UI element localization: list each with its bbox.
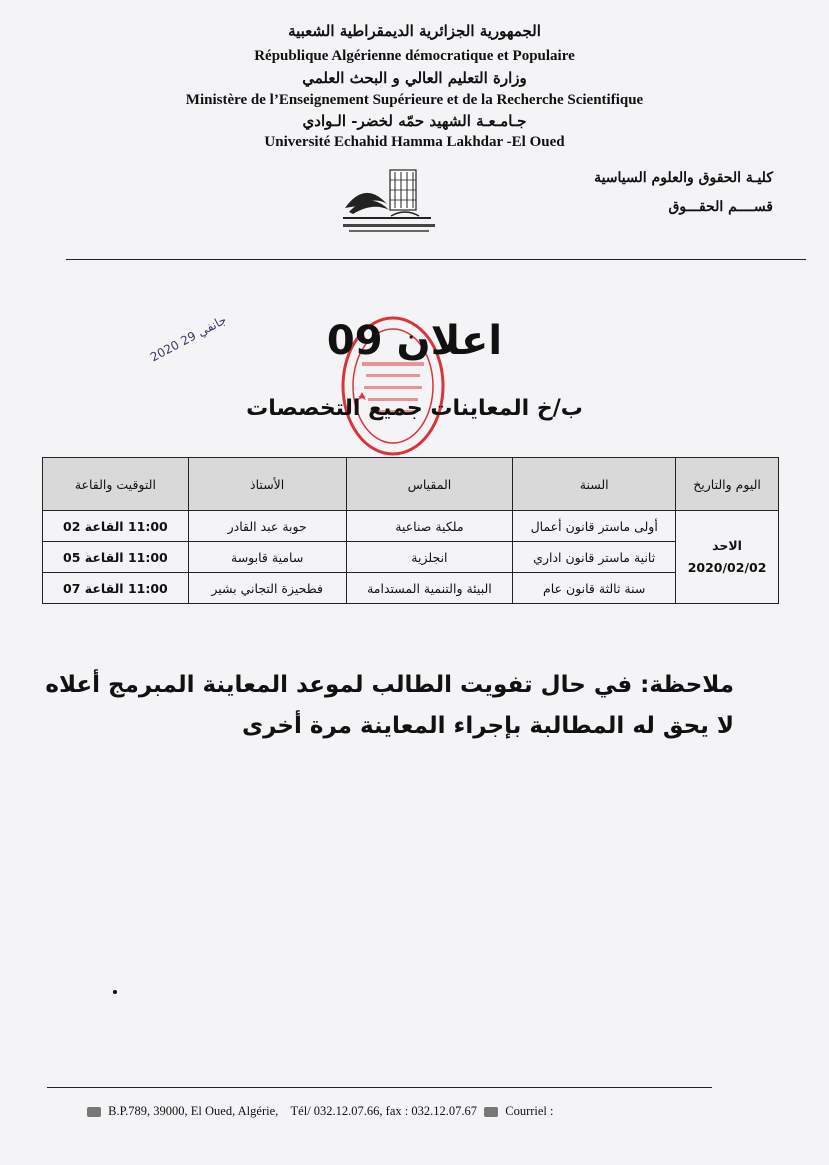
table-row [43, 542, 779, 573]
footer-phone-fax: Tél/ 032.12.07.66, fax : 032.12.07.67 [290, 1104, 477, 1118]
module-cell: ملكية صناعية [346, 511, 513, 542]
faculty-name: كليـة الحقوق والعلوم السياسية [594, 170, 773, 186]
col-header-module: المقياس [346, 458, 513, 511]
note-paragraph: ملاحظة: في حال تفويت الطالب لموعد المعاينة المبرمج أعلاه لا يحق له المطالبة بإجراء المعاينة مرة أخرى [45, 672, 734, 739]
col-header-date: اليوم والتاريخ [676, 458, 779, 511]
col-header-professor: الأستاذ [188, 458, 346, 511]
handwritten-date: 2020 جانفي 29 [148, 312, 229, 365]
email-icon [484, 1107, 498, 1117]
table-header-row [43, 458, 779, 511]
table-row [43, 573, 779, 604]
header-ministry-ar: وزارة التعليم العالي و البحث العلمي [302, 69, 527, 87]
date-label: 2020/02/02 [687, 560, 767, 575]
footer-email-label: Courriel : [505, 1104, 554, 1118]
header-ministry-fr: Ministère de l’Enseignement Supérieure et de la Recherche Scientifique [185, 92, 644, 108]
stray-dot [113, 990, 117, 994]
header-republic-fr: République Algérienne démocratique et Populaire [254, 48, 575, 64]
col-header-time-room: التوقيت والقاعة [43, 458, 189, 511]
header-divider [66, 259, 806, 260]
header-university-fr: Université Echahid Hamma Lakhdar -El Oued [264, 134, 565, 150]
university-logo [335, 160, 445, 240]
professor-cell: حوبة عبد القادر [188, 511, 346, 542]
year-cell: أولى ماستر قانون أعمال [513, 511, 676, 542]
time-room-cell: 11:00 القاعة 05 [43, 542, 189, 573]
professor-cell: فطحيزة التجاني بشير [188, 573, 346, 604]
envelope-icon [87, 1107, 101, 1117]
announcement-title: اعلان 09 [326, 318, 503, 364]
year-cell: سنة ثالثة قانون عام [513, 573, 676, 604]
time-room-cell: 11:00 القاعة 07 [43, 573, 189, 604]
module-cell: البيئة والتنمية المستدامة [346, 573, 513, 604]
table-row [43, 511, 779, 542]
schedule-table [42, 457, 779, 604]
announcement-subtitle: ب/خ المعاينات جميع التخصصات [246, 396, 583, 421]
col-header-year: السنة [513, 458, 676, 511]
professor-cell: سامية قابوسة [188, 542, 346, 573]
time-room-cell: 11:00 القاعة 02 [43, 511, 189, 542]
header-republic-ar: الجمهورية الجزائرية الديمقراطية الشعبية [288, 22, 541, 40]
footer-address: B.P.789, 39000, El Oued, Algérie, [108, 1104, 279, 1118]
header-university-ar: جـامـعـة الشهيد حمّه لخضر- الـوادي [302, 112, 527, 130]
department-name: قســــم الحقـــوق [668, 199, 773, 215]
day-label: الاحد [712, 538, 742, 553]
year-cell: ثانية ماستر قانون اداري [513, 542, 676, 573]
footer-contact [83, 1104, 554, 1119]
footer-divider [47, 1087, 712, 1088]
day-date-cell [676, 511, 779, 604]
module-cell: انجلزية [346, 542, 513, 573]
